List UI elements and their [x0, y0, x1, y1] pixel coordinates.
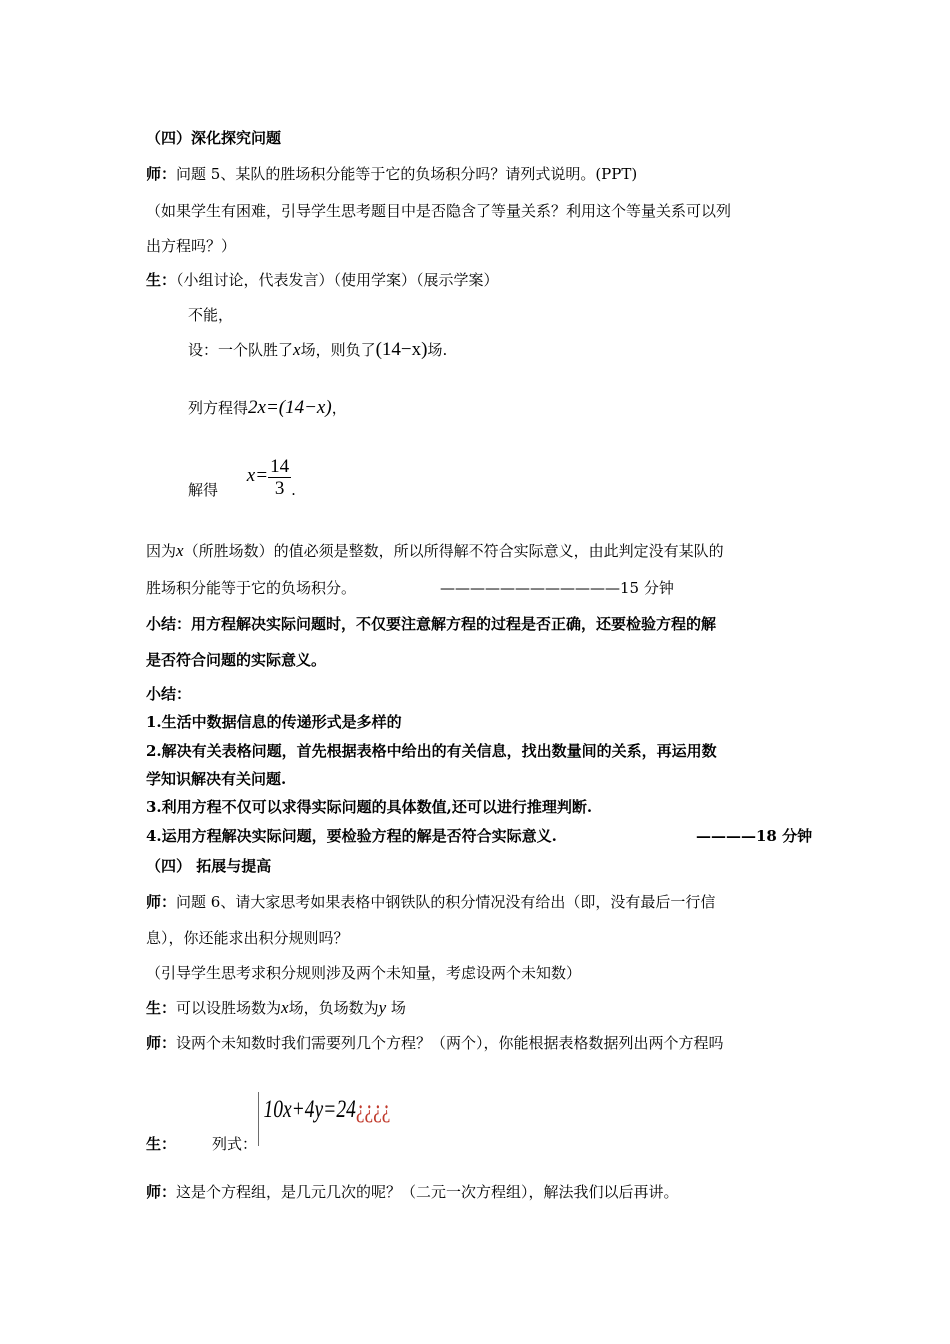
summary-1-line-2: 是否符合问题的实际意义。 [146, 651, 327, 669]
equation-expression: 2x=(14−x) [248, 397, 332, 418]
summary-item: 2.解决有关表格问题，首先根据表格中给出的有关信息，找出数量间的关系，再运用数 [146, 742, 717, 760]
conclusion-prefix: 因为 [146, 542, 177, 560]
summary-1-line-1: 小结：用方程解决实际问题时，不仅要注意解方程的过程是否正确，还要检验方程的解 [146, 615, 717, 633]
let-expression: (14−x) [375, 339, 428, 360]
result-lhs: x= [246, 465, 269, 486]
teacher-3-text: 这是个方程组，是几元几次的呢？（二元一次方程组），解法我们以后再讲。 [176, 1183, 679, 1201]
equation-prefix: 列方程得 [188, 399, 249, 417]
section-2-title: （四） 拓展与提高 [146, 857, 272, 875]
conclusion-line-2: 胜场积分能等于它的负场积分。 [146, 579, 357, 597]
solution-no: 不能， [188, 306, 234, 324]
question-5-text: 问题 5、某队的胜场积分能等于它的负场积分吗？请列式说明。(PPT) [176, 165, 638, 183]
student-2-suffix: 场 [386, 999, 406, 1017]
hint-line-1: （如果学生有困难，引导学生思考题目中是否隐含了等量关系？利用这个等量关系可以列 [146, 202, 732, 220]
timing-15: ————————————15 分钟 [440, 579, 674, 597]
question-6-line-1 [146, 892, 715, 912]
conclusion-line-1 [146, 541, 724, 561]
garbled-glyphs: ¿¿¿¿ [355, 1096, 391, 1123]
summary-item: 1.生活中数据信息的传递形式是多样的 [146, 713, 402, 731]
student-2-mid: 场，负场数为 [288, 999, 379, 1017]
result-prefix: 解得 [188, 481, 219, 499]
equation-suffix: ， [331, 399, 347, 417]
speaker-teacher: 师： [146, 893, 177, 911]
solution-result [188, 454, 296, 512]
summary-item: 4.运用方程解决实际问题，要检验方程的解是否符合实际意义. [146, 827, 557, 845]
question-5 [146, 164, 637, 184]
equation-system [258, 1092, 390, 1146]
student-response-1-text: （小组讨论，代表发言）（使用学案）（展示学案） [176, 271, 499, 289]
equation-label: 列式： [212, 1135, 258, 1153]
summary-item: 3.利用方程不仅可以求得实际问题的具体数值,还可以进行推理判断. [146, 798, 593, 816]
speaker-teacher: 师： [146, 1183, 177, 1201]
teacher-2-text: 设两个未知数时我们需要列几个方程？（两个），你能根据表格数据列出两个方程吗 [176, 1034, 724, 1052]
summary-2-heading: 小结： [146, 685, 192, 703]
var-x: x [281, 998, 289, 1017]
speaker-student: 生： [146, 271, 177, 289]
var-x: x [176, 541, 184, 560]
question-6-text: 问题 6、请大家思考如果表格中钢铁队的积分情况没有给出（即，没有最后一行信 [176, 893, 716, 911]
student-response-2 [146, 998, 406, 1018]
var-x: x [293, 340, 301, 359]
hint-2: （引导学生思考求积分规则涉及两个未知量，考虑设两个未知数） [146, 964, 582, 982]
summary-item: 学知识解决有关问题. [146, 770, 287, 788]
student-2-prefix: 可以设胜场数为 [176, 999, 282, 1017]
let-suffix: 场. [427, 341, 448, 359]
let-mid: 场，则负了 [300, 341, 376, 359]
speaker-student: 生： [146, 1135, 177, 1153]
question-6-line-2: 息），你还能求出积分规则吗？ [146, 929, 349, 947]
student-response-1 [146, 270, 499, 290]
var-y: y [378, 998, 387, 1017]
conclusion-rest: （所胜场数）的值必须是整数，所以所得解不符合实际意义，由此判定没有某队的 [183, 542, 724, 560]
speaker-teacher: 师： [146, 165, 177, 183]
section-title: （四）深化探究问题 [146, 129, 282, 147]
fraction-numerator: 14 [270, 455, 290, 477]
solution-let [188, 340, 447, 360]
speaker-teacher: 师： [146, 1034, 177, 1052]
teacher-question-2 [146, 1033, 724, 1053]
result-fraction [268, 456, 291, 499]
hint-line-2: 出方程吗？） [146, 237, 237, 255]
timing-18: ————18 分钟 [696, 827, 813, 845]
result-suffix: . [291, 481, 296, 499]
solution-equation [188, 398, 347, 418]
speaker-student: 生： [146, 999, 177, 1017]
let-prefix: 设：一个队胜了 [188, 341, 294, 359]
teacher-remark-3 [146, 1182, 679, 1202]
equation-line: 10x+4y=24 [263, 1096, 356, 1123]
fraction-denominator: 3 [274, 477, 285, 499]
